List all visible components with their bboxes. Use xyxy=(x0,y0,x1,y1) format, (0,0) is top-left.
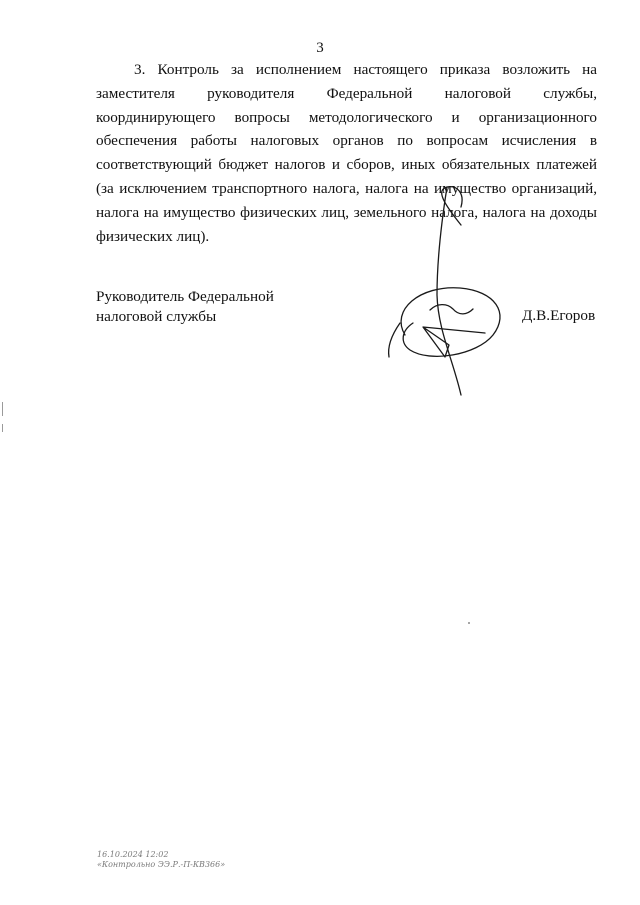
signature-block xyxy=(96,287,274,327)
scan-edge-mark xyxy=(2,402,3,416)
stamp-date-line: 16.10.2024 12:02 xyxy=(97,850,169,859)
handwritten-signature xyxy=(375,185,555,400)
page-number: 3 xyxy=(316,40,324,56)
scan-edge-mark xyxy=(2,424,3,432)
electronic-registration-stamp xyxy=(97,850,225,870)
order-paragraph-3: 3. Контроль за исполнением настоящего приказа возложить на заместителя руководителя Федеральной налоговой службы, координирующего вопросы методологического и организационного обеспечения работы налоговых органов по вопросам исчисления в соответствующий бюджет налогов и сборов, иных обязательных платежей (за исключением транспортного налога, налога на имущество организаций, налога на имущество физических лиц, земельного налога, налога на доходы физических лиц). xyxy=(96,61,597,245)
signer-name: Д.В.Егоров xyxy=(522,307,596,324)
scan-speck xyxy=(468,622,470,624)
stamp-code-line: «Контрольно ЭЭ.Р.-П-КВ366» xyxy=(97,860,226,869)
signatory-position-line-1: Руководитель Федеральной xyxy=(96,288,274,305)
signatory-position-line-2: налоговой службы xyxy=(96,308,217,325)
